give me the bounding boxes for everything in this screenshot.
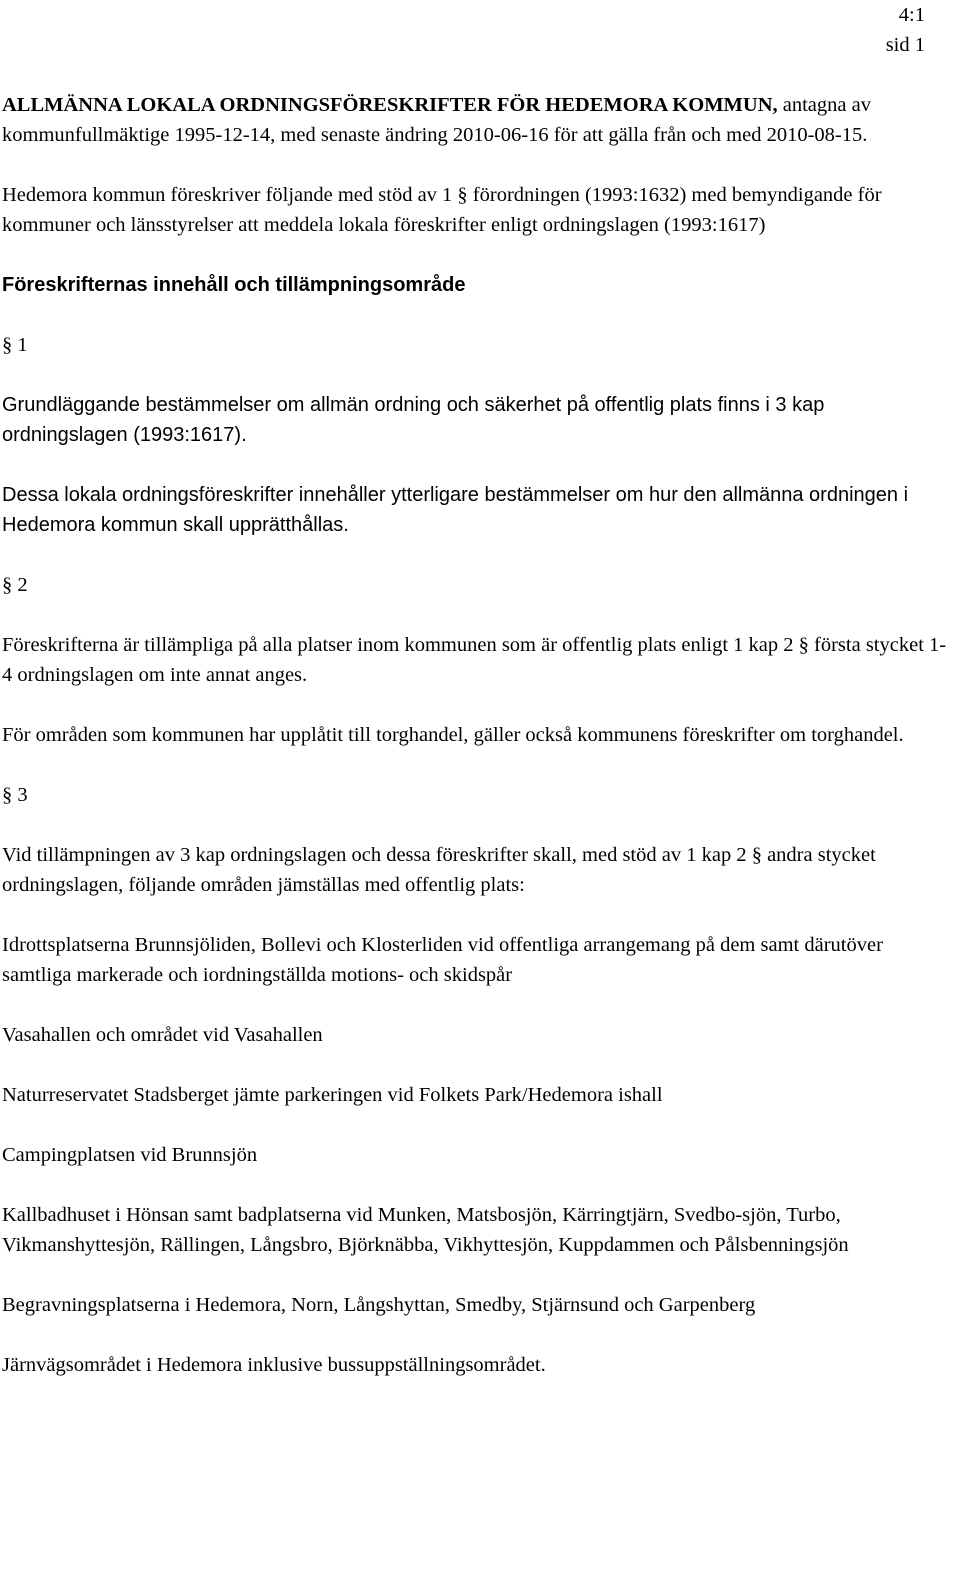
page-number <box>886 0 925 60</box>
section-heading: Föreskrifternas innehåll och tillämpningsområde <box>2 274 466 296</box>
page-label: sid 1 <box>885 34 925 56</box>
section-2-paragraph-2: För områden som kommunen har upplåtit till torghandel, gäller också kommunens föreskrifter om torghandel. <box>2 724 904 746</box>
section-1-paragraph-1: Grundläggande bestämmelser om allmän ordning och säkerhet på offentlig plats finns i 3 kap ordningslagen (1993:1617). <box>2 394 825 446</box>
section-3-paragraph-1: Vid tillämpningen av 3 kap ordningslagen och dessa föreskrifter skall, med stöd av 1 kap 2 § andra stycket ordningslagen, följande områden jämställas med offentlig plats: <box>2 844 876 896</box>
place-item-5: Kallbadhuset i Hönsan samt badplatserna vid Munken, Matsbosjön, Kärringtjärn, Svedbo-sjön, Turbo, Vikmanshyttesjön, Rällingen, Långsbro, Björknäbba, Vikhyttesjön, Kuppdammen och Pålsbenningsjön <box>2 1204 849 1256</box>
section-3-mark: § 3 <box>2 784 28 806</box>
intro-paragraph <box>2 90 952 150</box>
document-body <box>2 90 952 1410</box>
document-title: ALLMÄNNA LOKALA ORDNINGSFÖRESKRIFTER FÖR HEDEMORA KOMMUN, <box>2 94 778 116</box>
place-item-4: Campingplatsen vid Brunnsjön <box>2 1144 258 1166</box>
section-1-paragraph-2: Dessa lokala ordningsföreskrifter innehåller ytterligare bestämmelser om hur den allmänna ordningen i Hedemora kommun skall upprätthållas. <box>2 484 909 536</box>
section-2-mark: § 2 <box>2 574 28 596</box>
place-item-7: Järnvägsområdet i Hedemora inklusive bussuppställningsområdet. <box>2 1354 546 1376</box>
place-item-1: Idrottsplatserna Brunnsjöliden, Bollevi och Klosterliden vid offentliga arrangemang på dem samt därutöver samtliga markerade och iordningställda motions- och skidspår <box>2 934 883 986</box>
place-item-2: Vasahallen och området vid Vasahallen <box>2 1024 323 1046</box>
adoption-note: antagna av kommunfullmäktige 1995-12-14, med senaste ändring 2010-06-16 för att gälla från och med 2010-08-15. <box>2 94 871 146</box>
section-2-paragraph-1: Föreskrifterna är tillämpliga på alla platser inom kommunen som är offentlig plats enligt 1 kap 2 § första stycket 1-4 ordningslagen om inte annat anges. <box>2 634 947 686</box>
page-code: 4:1 <box>898 4 925 26</box>
section-1-mark: § 1 <box>2 334 28 356</box>
mandate-paragraph: Hedemora kommun föreskriver följande med stöd av 1 § förordningen (1993:1632) med bemyndigande för kommuner och länsstyrelser att meddela lokala föreskrifter enligt ordningslagen (1993:1617) <box>2 184 882 236</box>
place-item-6: Begravningsplatserna i Hedemora, Norn, Långshyttan, Smedby, Stjärnsund och Garpenberg <box>2 1294 756 1316</box>
place-item-3: Naturreservatet Stadsberget jämte parkeringen vid Folkets Park/Hedemora ishall <box>2 1084 663 1106</box>
